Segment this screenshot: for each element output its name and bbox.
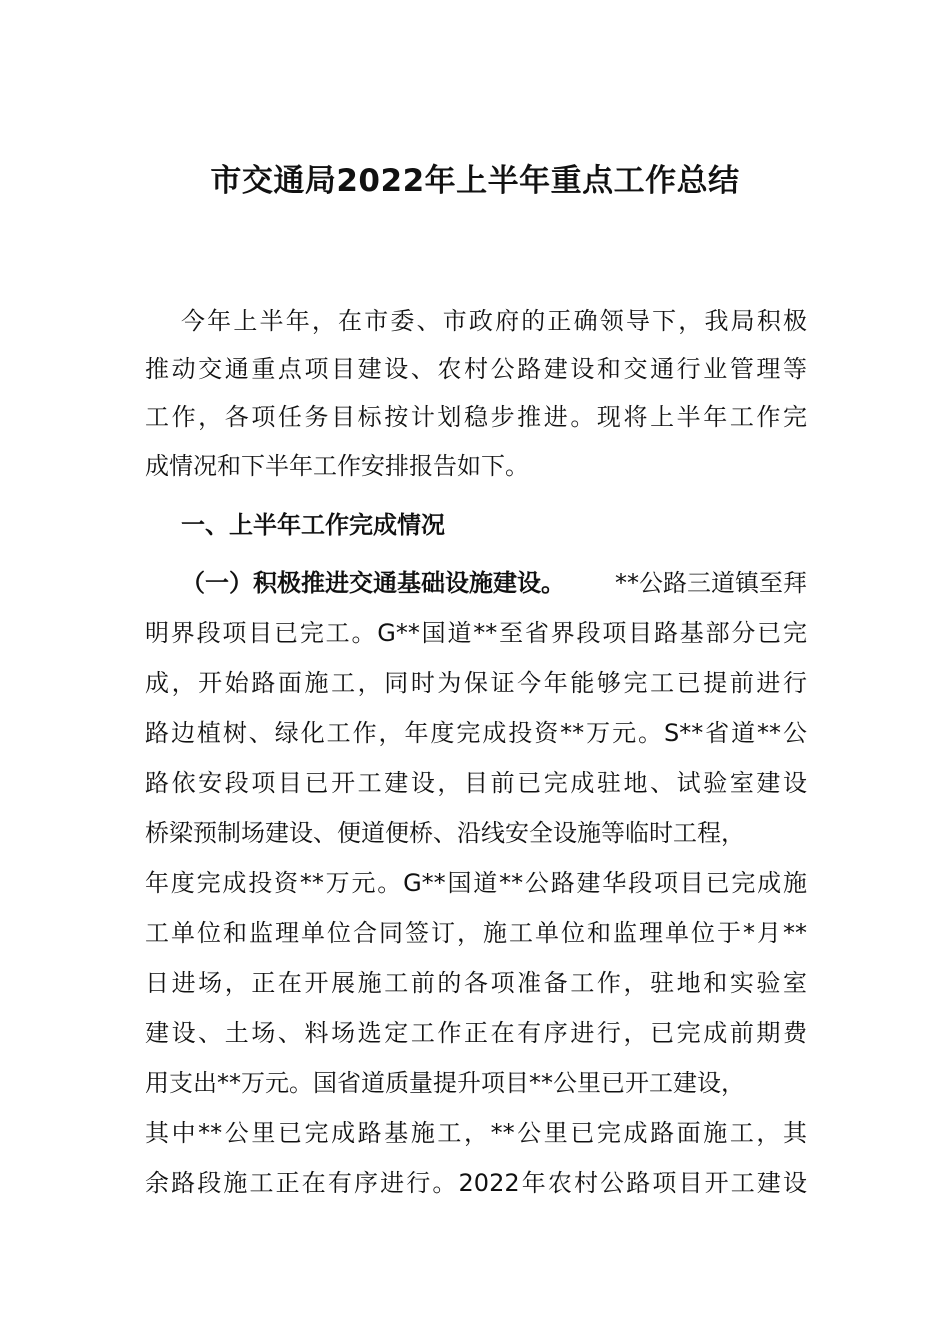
subsection-text: **公路三道镇至拜 [615, 569, 807, 597]
paragraph-line: 推动交通重点项目建设、农村公路建设和交通行业管理等 [145, 355, 807, 383]
paragraph-line: 桥梁预制场建设、便道便桥、沿线安全设施等临时工程， [145, 819, 745, 847]
paragraph-line: 建设、土场、料场选定工作正在有序进行，已完成前期费 [145, 1019, 807, 1047]
subsection-first-line [181, 567, 807, 599]
paragraph-line: 余路段施工正在有序进行。2022年农村公路项目开工建设 [145, 1169, 807, 1197]
paragraph-line: 日进场，正在开展施工前的各项准备工作，驻地和实验室 [145, 969, 807, 997]
paragraph-line: 今年上半年，在市委、市政府的正确领导下，我局积极 [181, 307, 807, 335]
paragraph-line: 成情况和下半年工作安排报告如下。 [145, 452, 529, 480]
paragraph-line: 明界段项目已完工。G**国道**至省界段项目路基部分已完 [145, 619, 807, 647]
paragraph-line: 用支出**万元。国省道质量提升项目**公里已开工建设， [145, 1069, 745, 1097]
paragraph-line: 工单位和监理单位合同签订，施工单位和监理单位于*月** [145, 919, 807, 947]
document-title: 市交通局2022年上半年重点工作总结 [210, 163, 740, 199]
paragraph-line: 年度完成投资**万元。G**国道**公路建华段项目已完成施 [145, 869, 807, 897]
paragraph-line: 路依安段项目已开工建设，目前已完成驻地、试验室建设 [145, 769, 807, 797]
paragraph-line: 其中**公里已完成路基施工，**公里已完成路面施工，其 [145, 1119, 807, 1147]
section-heading: 一、上半年工作完成情况 [181, 511, 445, 539]
paragraph-line: 工作，各项任务目标按计划稳步推进。现将上半年工作完 [145, 403, 807, 431]
paragraph-line: 路边植树、绿化工作，年度完成投资**万元。S**省道**公 [145, 719, 807, 747]
subsection-heading: （一）积极推进交通基础设施建设。 [181, 569, 565, 597]
paragraph-line: 成，开始路面施工，同时为保证今年能够完工已提前进行 [145, 669, 807, 697]
